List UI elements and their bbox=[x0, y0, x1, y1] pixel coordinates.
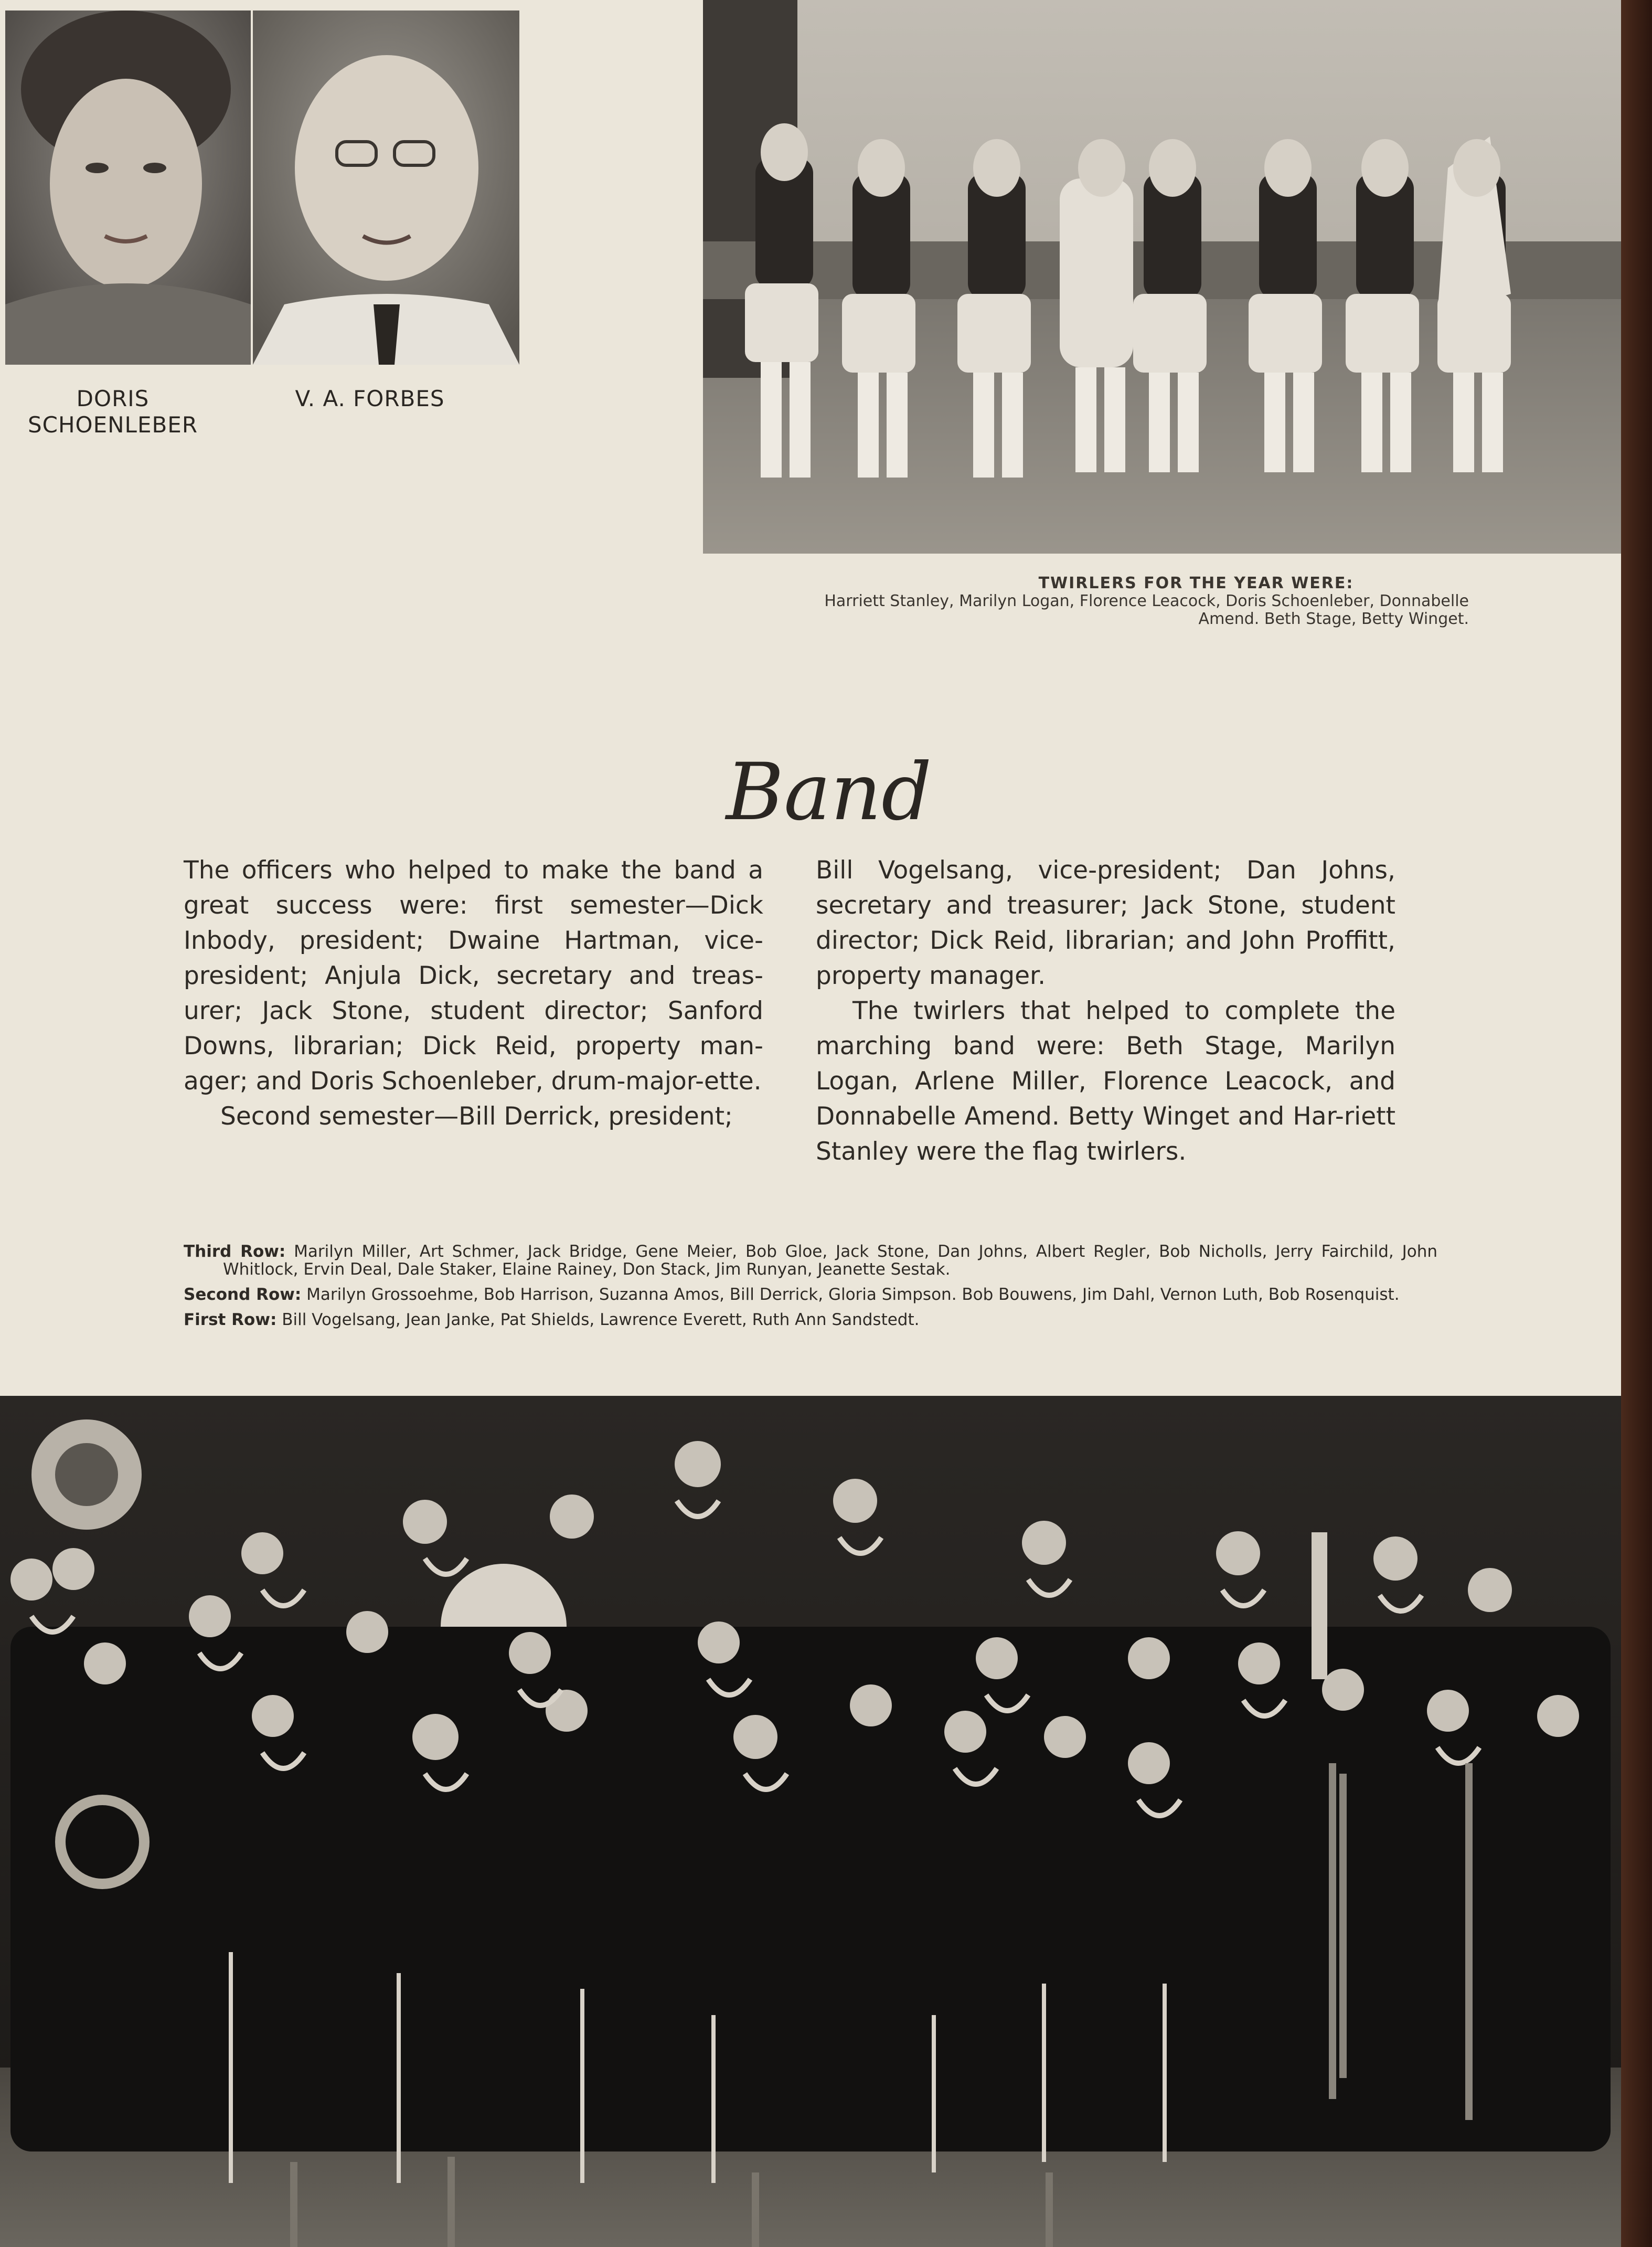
body-paragraph: Bill Vogelsang, vice-president; Dan Johns, secretary and treasurer; Jack Stone, student director; Dick Reid, librarian; and John Proffitt, property manager. bbox=[816, 856, 1395, 990]
row-names: Marilyn Grossoehme, Bob Harrison, Suzanna Amos, Bill Derrick, Gloria Simpson. Bob Bouwens, Jim Dahl, Vernon Luth, Bob Rosenquist. bbox=[306, 1285, 1400, 1304]
band-row-caption bbox=[184, 1286, 1437, 1303]
body-paragraph: The twirlers that helped to complete the marching band were: Beth Stage, Marilyn Logan, Arlene Miller, Florence Leacock, and Donnabelle Amend. Betty Winget and Har-riett Stanley were the flag twirlers. bbox=[816, 997, 1395, 1166]
page-title: Band bbox=[726, 747, 932, 838]
row-label: First Row: bbox=[184, 1310, 277, 1329]
body-paragraph: The officers who helped to make the band a great success were: first semester—Dick Inbody, president; Dwaine Hartman, vice-president; Anjula Dick, secretary and treas-urer; Jack Stone, student director; Sanford Downs, librarian; Dick Reid, property man-ager; and Doris Schoenleber, drum-major-ette. bbox=[184, 856, 763, 1096]
band-row-caption bbox=[184, 1243, 1437, 1278]
portrait-caption-doris bbox=[10, 386, 215, 438]
caption-line: DORIS bbox=[76, 386, 150, 411]
twirlers-photo bbox=[703, 0, 1621, 554]
twirlers-caption bbox=[818, 575, 1469, 628]
caption-line: V. A. FORBES bbox=[295, 386, 445, 411]
row-label: Third Row: bbox=[184, 1242, 286, 1261]
twirlers-caption-heading: TWIRLERS FOR THE YEAR WERE: bbox=[1038, 574, 1354, 592]
caption-line: SCHOENLEBER bbox=[27, 412, 198, 438]
portrait-photo-doris bbox=[5, 10, 251, 365]
body-column-left bbox=[184, 853, 763, 1134]
book-spine bbox=[1621, 0, 1652, 2247]
row-names: Bill Vogelsang, Jean Janke, Pat Shields, Lawrence Everett, Ruth Ann Sandstedt. bbox=[282, 1310, 920, 1329]
portrait-photo-forbes bbox=[253, 10, 519, 365]
twirlers-caption-names: Harriett Stanley, Marilyn Logan, Florence Leacock, Doris Schoenleber, Donnabelle Amend. Beth Stage, Betty Winget. bbox=[824, 592, 1469, 628]
band-group-photo bbox=[0, 1396, 1621, 2247]
row-label: Second Row: bbox=[184, 1285, 302, 1304]
band-rows-caption bbox=[184, 1243, 1437, 1336]
body-paragraph: Second semester—Bill Derrick, president; bbox=[220, 1102, 733, 1131]
body-column-right bbox=[816, 853, 1395, 1169]
band-row-caption bbox=[184, 1311, 1437, 1329]
row-names: Marilyn Miller, Art Schmer, Jack Bridge, Gene Meier, Bob Gloe, Jack Stone, Dan Johns, Albert Regler, Bob Nicholls, Jerry Fairchild, John Whitlock, Ervin Deal, Dale Staker, Elaine Rainey, Don Stack, Jim Runyan, Jeanette Sestak. bbox=[223, 1242, 1437, 1279]
portrait-caption-forbes bbox=[260, 386, 480, 412]
